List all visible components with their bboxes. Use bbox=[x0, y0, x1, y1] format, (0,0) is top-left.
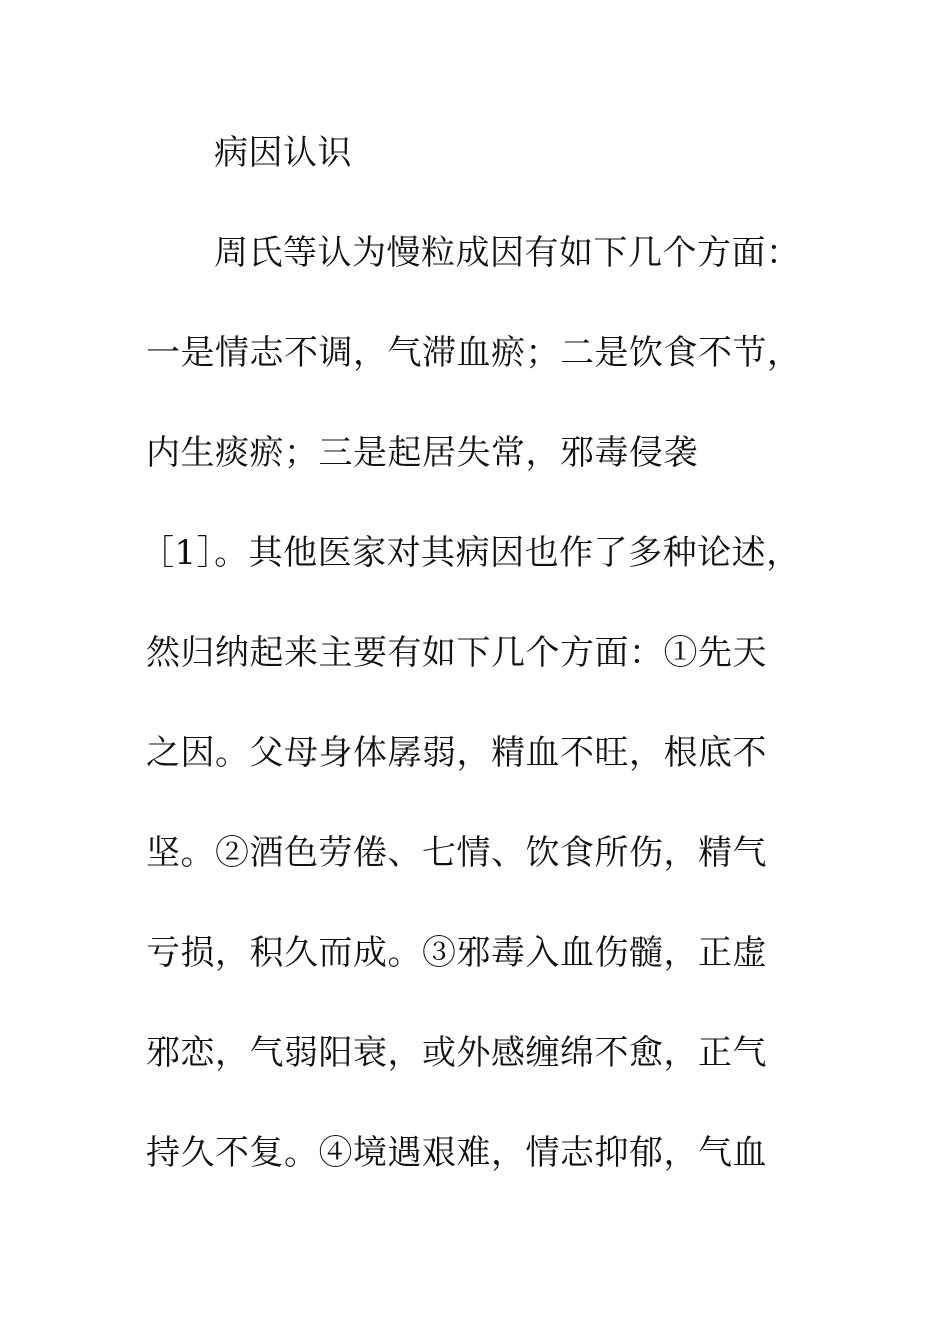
paragraph-line: 亏损，积久而成。③邪毒入血伤髓，正虚 bbox=[146, 933, 767, 973]
section-heading: 病因认识 bbox=[214, 133, 352, 173]
paragraph-line: 之因。父母身体孱弱，精血不旺，根底不 bbox=[146, 733, 767, 773]
paragraph-line: 邪恋，气弱阳衰，或外感缠绵不愈，正气 bbox=[146, 1033, 767, 1073]
paragraph-line: 然归纳起来主要有如下几个方面：①先天 bbox=[146, 633, 767, 673]
paragraph-line: 坚。②酒色劳倦、七情、饮食所伤，精气 bbox=[146, 833, 767, 873]
paragraph-line: 持久不复。④境遇艰难，情志抑郁，气血 bbox=[146, 1133, 767, 1173]
paragraph-line: ［1］。其他医家对其病因也作了多种论述， bbox=[140, 533, 801, 573]
paragraph-line: 一是情志不调，气滞血瘀；二是饮食不节， bbox=[146, 333, 802, 373]
paragraph-line: 内生痰瘀；三是起居失常，邪毒侵袭 bbox=[146, 433, 698, 473]
paragraph-line: 周氏等认为慢粒成因有如下几个方面： bbox=[214, 233, 801, 273]
